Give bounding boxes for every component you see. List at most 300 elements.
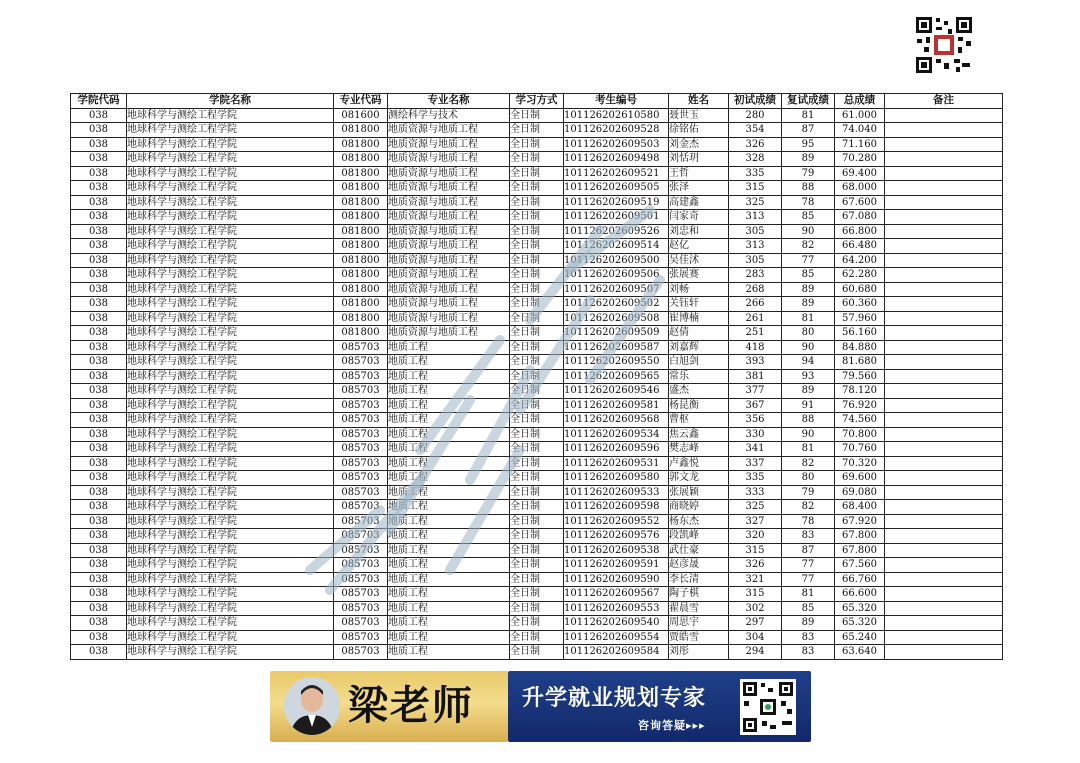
table-cell: 325 — [729, 500, 782, 515]
table-cell: 081800 — [334, 166, 388, 181]
table-cell: 地质工程 — [388, 645, 510, 660]
table-cell: 全日制 — [510, 630, 564, 645]
table-cell: 70.320 — [835, 456, 885, 471]
table-row — [71, 152, 1003, 167]
table-cell — [885, 195, 1003, 210]
top-qr-code-icon — [914, 15, 974, 75]
table-cell: 地球科学与测绘工程学院 — [127, 108, 334, 123]
table-cell: 305 — [729, 253, 782, 268]
table-cell: 全日制 — [510, 355, 564, 370]
column-header: 学习方式 — [510, 94, 564, 109]
table-cell: 刘恬玥 — [669, 152, 729, 167]
admission-results-table — [70, 93, 1003, 660]
table-row — [71, 500, 1003, 515]
table-cell: 地球科学与测绘工程学院 — [127, 224, 334, 239]
table-cell: 81 — [782, 442, 835, 457]
table-cell — [885, 587, 1003, 602]
table-cell: 66.480 — [835, 239, 885, 254]
table-cell: 085703 — [334, 500, 388, 515]
table-cell: 101126202609534 — [564, 427, 669, 442]
table-row — [71, 355, 1003, 370]
table-cell: 地质工程 — [388, 442, 510, 457]
table-cell: 038 — [71, 123, 127, 138]
table-cell: 305 — [729, 224, 782, 239]
table-cell: 赵倩 — [669, 326, 729, 341]
table-cell — [885, 166, 1003, 181]
table-cell: 地球科学与测绘工程学院 — [127, 529, 334, 544]
table-cell: 085703 — [334, 601, 388, 616]
table-cell: 326 — [729, 137, 782, 152]
table-cell: 武仕豪 — [669, 543, 729, 558]
table-cell: 085703 — [334, 340, 388, 355]
table-cell: 地质工程 — [388, 427, 510, 442]
table-cell: 全日制 — [510, 108, 564, 123]
table-cell: 393 — [729, 355, 782, 370]
table-cell: 67.600 — [835, 195, 885, 210]
table-cell: 全日制 — [510, 456, 564, 471]
table-cell: 038 — [71, 195, 127, 210]
table-cell: 085703 — [334, 398, 388, 413]
table-cell: 赵彦晟 — [669, 558, 729, 573]
table-cell: 地质资源与地质工程 — [388, 123, 510, 138]
table-cell: 085703 — [334, 630, 388, 645]
table-cell — [885, 224, 1003, 239]
table-cell: 085703 — [334, 558, 388, 573]
table-cell: 74.040 — [835, 123, 885, 138]
table-header-row — [71, 94, 1003, 109]
column-header: 学院代码 — [71, 94, 127, 109]
table-cell: 101126202609565 — [564, 369, 669, 384]
table-cell: 89 — [782, 297, 835, 312]
table-cell: 57.960 — [835, 311, 885, 326]
table-cell: 全日制 — [510, 210, 564, 225]
table-row — [71, 398, 1003, 413]
table-cell: 085703 — [334, 645, 388, 660]
table-row — [71, 485, 1003, 500]
table-cell: 70.760 — [835, 442, 885, 457]
table-cell: 地球科学与测绘工程学院 — [127, 456, 334, 471]
table-cell: 地质工程 — [388, 456, 510, 471]
table-cell: 地质资源与地质工程 — [388, 181, 510, 196]
table-cell: 全日制 — [510, 471, 564, 486]
table-cell: 64.200 — [835, 253, 885, 268]
banner-title: 升学就业规划专家 — [522, 685, 707, 711]
table-cell: 081800 — [334, 253, 388, 268]
table-cell: 101126202609507 — [564, 282, 669, 297]
table-cell: 69.400 — [835, 166, 885, 181]
table-cell: 038 — [71, 311, 127, 326]
table-row — [71, 311, 1003, 326]
table-cell: 全日制 — [510, 311, 564, 326]
table-cell: 89 — [782, 616, 835, 631]
table-cell: 313 — [729, 239, 782, 254]
table-cell: 全日制 — [510, 224, 564, 239]
table-cell: 全日制 — [510, 268, 564, 283]
table-cell: 全日制 — [510, 529, 564, 544]
table-cell: 全日制 — [510, 137, 564, 152]
table-cell: 038 — [71, 210, 127, 225]
table-row — [71, 195, 1003, 210]
table-cell: 82 — [782, 500, 835, 515]
table-cell — [885, 529, 1003, 544]
table-cell — [885, 137, 1003, 152]
table-cell: 101126202609580 — [564, 471, 669, 486]
table-cell: 全日制 — [510, 123, 564, 138]
table-cell: 全日制 — [510, 543, 564, 558]
table-cell: 全日制 — [510, 427, 564, 442]
table-row — [71, 427, 1003, 442]
table-cell: 全日制 — [510, 587, 564, 602]
table-row — [71, 558, 1003, 573]
table-cell: 038 — [71, 398, 127, 413]
table-cell — [885, 181, 1003, 196]
table-cell: 038 — [71, 326, 127, 341]
table-cell — [885, 485, 1003, 500]
table-cell: 038 — [71, 166, 127, 181]
table-cell: 翟晨雪 — [669, 601, 729, 616]
table-row — [71, 224, 1003, 239]
table-cell: 地球科学与测绘工程学院 — [127, 282, 334, 297]
table-cell: 常乐 — [669, 369, 729, 384]
table-cell: 085703 — [334, 514, 388, 529]
table-cell: 地球科学与测绘工程学院 — [127, 471, 334, 486]
table-cell: 327 — [729, 514, 782, 529]
table-cell: 83 — [782, 645, 835, 660]
table-cell: 测绘科学与技术 — [388, 108, 510, 123]
table-cell: 038 — [71, 442, 127, 457]
table-cell: 081800 — [334, 311, 388, 326]
table-cell: 71.160 — [835, 137, 885, 152]
table-cell — [885, 442, 1003, 457]
table-cell: 地球科学与测绘工程学院 — [127, 369, 334, 384]
table-cell: 地球科学与测绘工程学院 — [127, 427, 334, 442]
table-row — [71, 456, 1003, 471]
table-cell: 82 — [782, 456, 835, 471]
table-cell: 085703 — [334, 543, 388, 558]
table-cell: 地球科学与测绘工程学院 — [127, 210, 334, 225]
table-cell: 101126202609506 — [564, 268, 669, 283]
table-cell: 101126202609521 — [564, 166, 669, 181]
table-cell — [885, 558, 1003, 573]
table-cell: 101126202609498 — [564, 152, 669, 167]
table-cell — [885, 282, 1003, 297]
table-cell: 地质资源与地质工程 — [388, 152, 510, 167]
table-cell: 61.000 — [835, 108, 885, 123]
bottom-qr-code-icon[interactable] — [740, 679, 796, 735]
table-cell: 038 — [71, 268, 127, 283]
table-cell: 377 — [729, 384, 782, 399]
table-cell: 地球科学与测绘工程学院 — [127, 543, 334, 558]
promo-banner[interactable] — [270, 671, 811, 742]
table-cell: 101126202609552 — [564, 514, 669, 529]
table-cell: 79 — [782, 485, 835, 500]
table-cell — [885, 369, 1003, 384]
table-cell: 全日制 — [510, 500, 564, 515]
table-body — [71, 108, 1003, 659]
table-cell: 地球科学与测绘工程学院 — [127, 558, 334, 573]
table-cell: 038 — [71, 282, 127, 297]
table-cell: 038 — [71, 224, 127, 239]
table-row — [71, 645, 1003, 660]
column-header: 初试成绩 — [729, 94, 782, 109]
table-cell: 65.320 — [835, 616, 885, 631]
table-cell: 101126202609505 — [564, 181, 669, 196]
table-cell: 地球科学与测绘工程学院 — [127, 645, 334, 660]
table-cell: 82 — [782, 239, 835, 254]
table-cell: 101126202609500 — [564, 253, 669, 268]
table-cell: 白旭剑 — [669, 355, 729, 370]
table-cell: 地质资源与地质工程 — [388, 195, 510, 210]
table-cell: 297 — [729, 616, 782, 631]
table-cell — [885, 108, 1003, 123]
table-cell: 67.920 — [835, 514, 885, 529]
table-cell: 地球科学与测绘工程学院 — [127, 485, 334, 500]
table-cell: 081800 — [334, 137, 388, 152]
table-cell: 地质工程 — [388, 558, 510, 573]
table-cell: 地质资源与地质工程 — [388, 282, 510, 297]
table-cell: 356 — [729, 413, 782, 428]
column-header: 姓名 — [669, 94, 729, 109]
table-cell: 101126202609587 — [564, 340, 669, 355]
table-row — [71, 123, 1003, 138]
table-cell: 65.320 — [835, 601, 885, 616]
table-cell: 038 — [71, 558, 127, 573]
table-cell: 地质资源与地质工程 — [388, 137, 510, 152]
table-cell: 地质资源与地质工程 — [388, 268, 510, 283]
table-cell: 赵亿 — [669, 239, 729, 254]
table-cell: 81 — [782, 587, 835, 602]
column-header: 专业代码 — [334, 94, 388, 109]
table-cell: 地质工程 — [388, 413, 510, 428]
table-cell: 张展赛 — [669, 268, 729, 283]
table-cell: 地球科学与测绘工程学院 — [127, 166, 334, 181]
table-cell: 335 — [729, 471, 782, 486]
table-cell: 樊志峰 — [669, 442, 729, 457]
table-cell: 全日制 — [510, 297, 564, 312]
table-cell: 081800 — [334, 282, 388, 297]
table-cell: 地质工程 — [388, 587, 510, 602]
table-cell: 038 — [71, 181, 127, 196]
table-cell: 101126202609526 — [564, 224, 669, 239]
table-cell: 081800 — [334, 181, 388, 196]
table-cell: 商晓婷 — [669, 500, 729, 515]
table-cell — [885, 514, 1003, 529]
table-cell: 地质工程 — [388, 398, 510, 413]
table-cell: 90 — [782, 340, 835, 355]
table-cell — [885, 340, 1003, 355]
table-cell: 101126202609531 — [564, 456, 669, 471]
table-cell: 101126202609501 — [564, 210, 669, 225]
banner-subtitle: 咨询答疑▸▸▸ — [638, 719, 706, 732]
table-cell: 95 — [782, 137, 835, 152]
table-cell: 曹枢 — [669, 413, 729, 428]
table-cell: 69.600 — [835, 471, 885, 486]
table-cell: 90 — [782, 224, 835, 239]
table-cell: 全日制 — [510, 442, 564, 457]
table-row — [71, 413, 1003, 428]
table-cell: 325 — [729, 195, 782, 210]
table-cell: 085703 — [334, 384, 388, 399]
table-cell: 刘金杰 — [669, 137, 729, 152]
table-cell: 302 — [729, 601, 782, 616]
table-cell: 67.080 — [835, 210, 885, 225]
table-cell: 081800 — [334, 239, 388, 254]
table-cell: 地球科学与测绘工程学院 — [127, 514, 334, 529]
table-cell: 67.800 — [835, 543, 885, 558]
table-cell: 038 — [71, 529, 127, 544]
table-cell: 全日制 — [510, 326, 564, 341]
table-cell — [885, 355, 1003, 370]
table-row — [71, 369, 1003, 384]
table-cell — [885, 601, 1003, 616]
table-cell: 93 — [782, 369, 835, 384]
table-cell: 全日制 — [510, 152, 564, 167]
table-cell: 地球科学与测绘工程学院 — [127, 572, 334, 587]
column-header: 考生编号 — [564, 94, 669, 109]
table-cell: 66.600 — [835, 587, 885, 602]
table-cell: 085703 — [334, 485, 388, 500]
table-cell: 全日制 — [510, 485, 564, 500]
table-cell: 84.880 — [835, 340, 885, 355]
table-cell: 盛杰 — [669, 384, 729, 399]
table-cell — [885, 616, 1003, 631]
table-cell: 地球科学与测绘工程学院 — [127, 268, 334, 283]
table-cell: 91 — [782, 398, 835, 413]
table-cell: 038 — [71, 152, 127, 167]
table-cell: 283 — [729, 268, 782, 283]
table-cell: 101126202609519 — [564, 195, 669, 210]
table-cell: 78 — [782, 195, 835, 210]
table-cell — [885, 253, 1003, 268]
table-cell: 吴佳沭 — [669, 253, 729, 268]
table-cell — [885, 123, 1003, 138]
table-cell: 全日制 — [510, 384, 564, 399]
table-cell: 085703 — [334, 355, 388, 370]
table-cell: 038 — [71, 630, 127, 645]
table-cell: 地质工程 — [388, 572, 510, 587]
table-cell — [885, 326, 1003, 341]
table-cell: 地质工程 — [388, 369, 510, 384]
table-cell: 085703 — [334, 456, 388, 471]
table-cell: 315 — [729, 181, 782, 196]
table-cell: 聂世玉 — [669, 108, 729, 123]
table-cell: 地质工程 — [388, 340, 510, 355]
table-cell: 304 — [729, 630, 782, 645]
table-row — [71, 601, 1003, 616]
table-cell: 地球科学与测绘工程学院 — [127, 500, 334, 515]
table-cell: 101126202609591 — [564, 558, 669, 573]
table-cell: 地球科学与测绘工程学院 — [127, 340, 334, 355]
table-cell: 038 — [71, 645, 127, 660]
table-cell: 90 — [782, 427, 835, 442]
table-cell: 038 — [71, 340, 127, 355]
table-cell: 81 — [782, 108, 835, 123]
table-cell: 地质资源与地质工程 — [388, 253, 510, 268]
table-cell: 67.560 — [835, 558, 885, 573]
table-cell: 地质工程 — [388, 616, 510, 631]
table-cell: 67.800 — [835, 529, 885, 544]
table-row — [71, 253, 1003, 268]
table-cell: 地球科学与测绘工程学院 — [127, 123, 334, 138]
table-cell: 085703 — [334, 616, 388, 631]
table-cell: 74.560 — [835, 413, 885, 428]
table-cell: 77 — [782, 572, 835, 587]
table-cell: 085703 — [334, 471, 388, 486]
table-cell: 266 — [729, 297, 782, 312]
table-cell: 337 — [729, 456, 782, 471]
table-cell: 101126202609584 — [564, 645, 669, 660]
table-cell: 63.640 — [835, 645, 885, 660]
table-cell: 085703 — [334, 529, 388, 544]
table-cell: 地质工程 — [388, 384, 510, 399]
portrait-avatar — [284, 677, 340, 735]
table-cell: 全日制 — [510, 413, 564, 428]
table-cell: 地球科学与测绘工程学院 — [127, 137, 334, 152]
table-cell: 81.680 — [835, 355, 885, 370]
table-cell: 地球科学与测绘工程学院 — [127, 297, 334, 312]
table-cell: 333 — [729, 485, 782, 500]
table-cell: 085703 — [334, 369, 388, 384]
table-cell: 65.240 — [835, 630, 885, 645]
table-cell: 全日制 — [510, 572, 564, 587]
table-cell: 081800 — [334, 210, 388, 225]
table-cell: 56.160 — [835, 326, 885, 341]
table-cell: 038 — [71, 572, 127, 587]
table-cell — [885, 152, 1003, 167]
table-row — [71, 384, 1003, 399]
table-cell: 381 — [729, 369, 782, 384]
table-cell: 地球科学与测绘工程学院 — [127, 326, 334, 341]
table-cell: 83 — [782, 529, 835, 544]
table-cell — [885, 384, 1003, 399]
table-cell: 地球科学与测绘工程学院 — [127, 442, 334, 457]
table-cell: 418 — [729, 340, 782, 355]
table-cell: 杨昆衡 — [669, 398, 729, 413]
table-cell: 341 — [729, 442, 782, 457]
table-cell: 101126202609540 — [564, 616, 669, 631]
table-cell: 地质资源与地质工程 — [388, 166, 510, 181]
table-cell: 地球科学与测绘工程学院 — [127, 413, 334, 428]
table-cell: 地质工程 — [388, 529, 510, 544]
banner-teacher-name: 梁老师 — [348, 682, 474, 729]
table-cell: 80 — [782, 471, 835, 486]
table-cell: 268 — [729, 282, 782, 297]
table-cell: 刘忠和 — [669, 224, 729, 239]
table-cell: 张泽 — [669, 181, 729, 196]
table-cell: 081800 — [334, 268, 388, 283]
table-cell: 全日制 — [510, 369, 564, 384]
table-cell: 101126202609502 — [564, 297, 669, 312]
table-cell: 038 — [71, 500, 127, 515]
table-cell: 101126202609576 — [564, 529, 669, 544]
table-cell: 地质工程 — [388, 601, 510, 616]
table-cell — [885, 500, 1003, 515]
table-cell: 地质工程 — [388, 355, 510, 370]
table-cell: 038 — [71, 514, 127, 529]
table-cell: 76.920 — [835, 398, 885, 413]
table-cell: 地球科学与测绘工程学院 — [127, 616, 334, 631]
table-cell: 101126202609554 — [564, 630, 669, 645]
table-cell: 地球科学与测绘工程学院 — [127, 630, 334, 645]
table-cell: 段凯峰 — [669, 529, 729, 544]
table-cell: 地质资源与地质工程 — [388, 326, 510, 341]
table-cell: 78.120 — [835, 384, 885, 399]
table-cell: 徐铭佑 — [669, 123, 729, 138]
table-row — [71, 514, 1003, 529]
table-cell: 038 — [71, 137, 127, 152]
table-cell: 70.280 — [835, 152, 885, 167]
table-cell: 85 — [782, 210, 835, 225]
